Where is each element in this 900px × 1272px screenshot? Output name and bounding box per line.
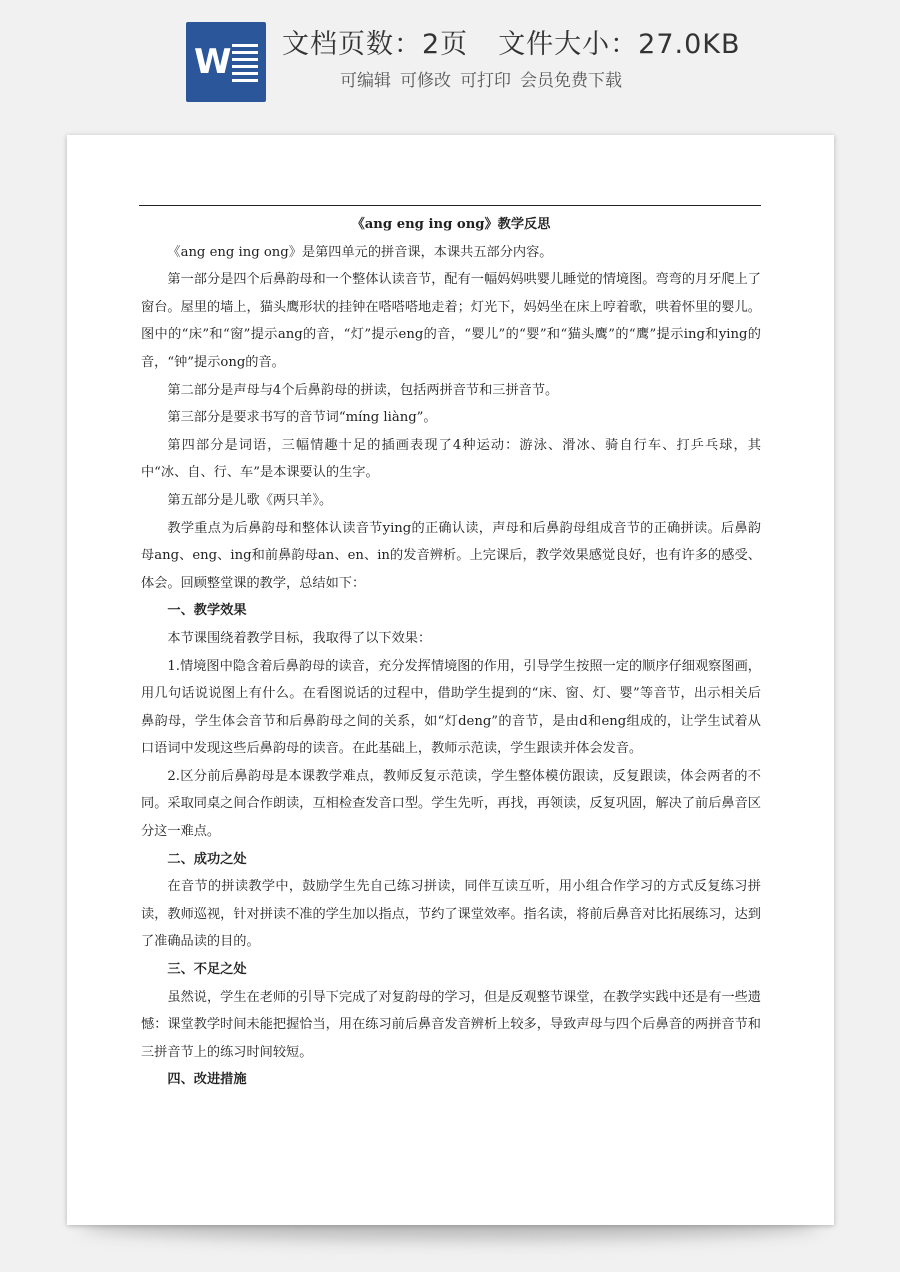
feature-modifiable: 可修改: [400, 71, 451, 91]
feature-printable: 可打印: [460, 71, 511, 91]
paragraph: 第一部分是四个后鼻韵母和一个整体认读音节，配有一幅妈妈哄婴儿睡觉的情境图。弯弯的月牙爬上了窗台。屋里的墙上，猫头鹰形状的挂钟在嗒嗒嗒地走着；灯光下，妈妈坐在床上哼着歌，哄着怀里的婴儿。图中的“床”和“窗”提示ang的音，“灯”提示eng的音，“婴儿”的“婴”和“猫头鹰”的“鹰”提示ing和ying的音，“钟”提示ong的音。: [141, 272, 761, 370]
paragraph: 第三部分是要求书写的音节词“míng liàng”。: [167, 410, 437, 426]
word-document-icon: [186, 22, 266, 102]
paragraph: 第二部分是声母与4个后鼻韵母的拼读，包括两拼音节和三拼音节。: [167, 382, 559, 398]
paragraph: 第五部分是儿歌《两只羊》。: [167, 492, 333, 508]
paragraph: 1.情境图中隐含着后鼻韵母的读音，充分发挥情境图的作用，引导学生按照一定的顺序仔细观察图画，用几句话说说图上有什么。在看图说话的过程中，借助学生提到的“床、窗、灯、婴”等音节，出示相关后鼻韵母，学生体会音节和后鼻韵母之间的关系，如“灯deng”的音节，是由d和eng组成的，让学生试着从口语词中发现这些后鼻韵母的读音。在此基础上，教师示范读，学生跟读并体会发音。: [141, 658, 761, 757]
file-size: 文件大小：27.0KB: [498, 29, 741, 60]
document-body: [141, 211, 761, 1094]
word-icon-letter: W: [194, 42, 232, 82]
document-title: 《ang eng ing ong》教学反思: [351, 217, 551, 232]
paragraph: 第四部分是词语，三幅情趣十足的插画表现了4种运动：游泳、滑冰、骑自行车、打乒乓球，其中“冰、自、行、车”是本课要认的生字。: [141, 437, 761, 481]
section-heading: 四、改进措施: [167, 1072, 247, 1088]
paragraph: 本节课围绕着教学目标，我取得了以下效果：: [167, 630, 432, 646]
paragraph: 《ang eng ing ong》是第四单元的拼音课，本课共五部分内容。: [167, 244, 553, 260]
file-info: [282, 22, 741, 61]
section-heading: 二、成功之处: [167, 851, 247, 867]
download-banner: [0, 0, 900, 118]
paragraph: 教学重点为后鼻韵母和整体认读音节ying的正确认读，声母和后鼻韵母组成音节的正确拼读。后鼻韵母ang、eng、ing和前鼻韵母an、en、in的发音辨析。上完课后，教学效果感觉良好，也有许多的感受、体会。回顾整堂课的教学，总结如下：: [141, 520, 761, 591]
section-heading: 三、不足之处: [167, 962, 247, 978]
document-page: [67, 135, 834, 1225]
paragraph: 虽然说，学生在老师的引导下完成了对复韵母的学习，但是反观整节课堂，在教学实践中还是有一些遗憾：课堂教学时间未能把握恰当，用在练习前后鼻音发音辨析上较多，导致声母与四个后鼻音的两拼音节和三拼音节上的练习时间较短。: [141, 989, 761, 1060]
paragraph: 2.区分前后鼻韵母是本课教学难点，教师反复示范读，学生整体模仿跟读，反复跟读，体会两者的不同。采取同桌之间合作朗读，互相检查发音口型。学生先听，再找，再领读，反复巩固，解决了前后鼻音区分这一难点。: [141, 768, 761, 840]
paragraph: 在音节的拼读教学中，鼓励学生先自己练习拼读，同伴互读互听，用小组合作学习的方式反复练习拼读，教师巡视，针对拼读不准的学生加以指点，节约了课堂效率。指名读，将前后鼻音对比拓展练习，达到了准确品读的目的。: [141, 879, 761, 950]
section-heading: 一、教学效果: [167, 603, 247, 619]
feature-editable: 可编辑: [340, 71, 391, 91]
page-count: 文档页数：2页: [282, 29, 469, 60]
header-rule: [139, 205, 761, 206]
feature-list: [340, 66, 631, 91]
feature-member-download: 会员免费下载: [520, 71, 622, 91]
